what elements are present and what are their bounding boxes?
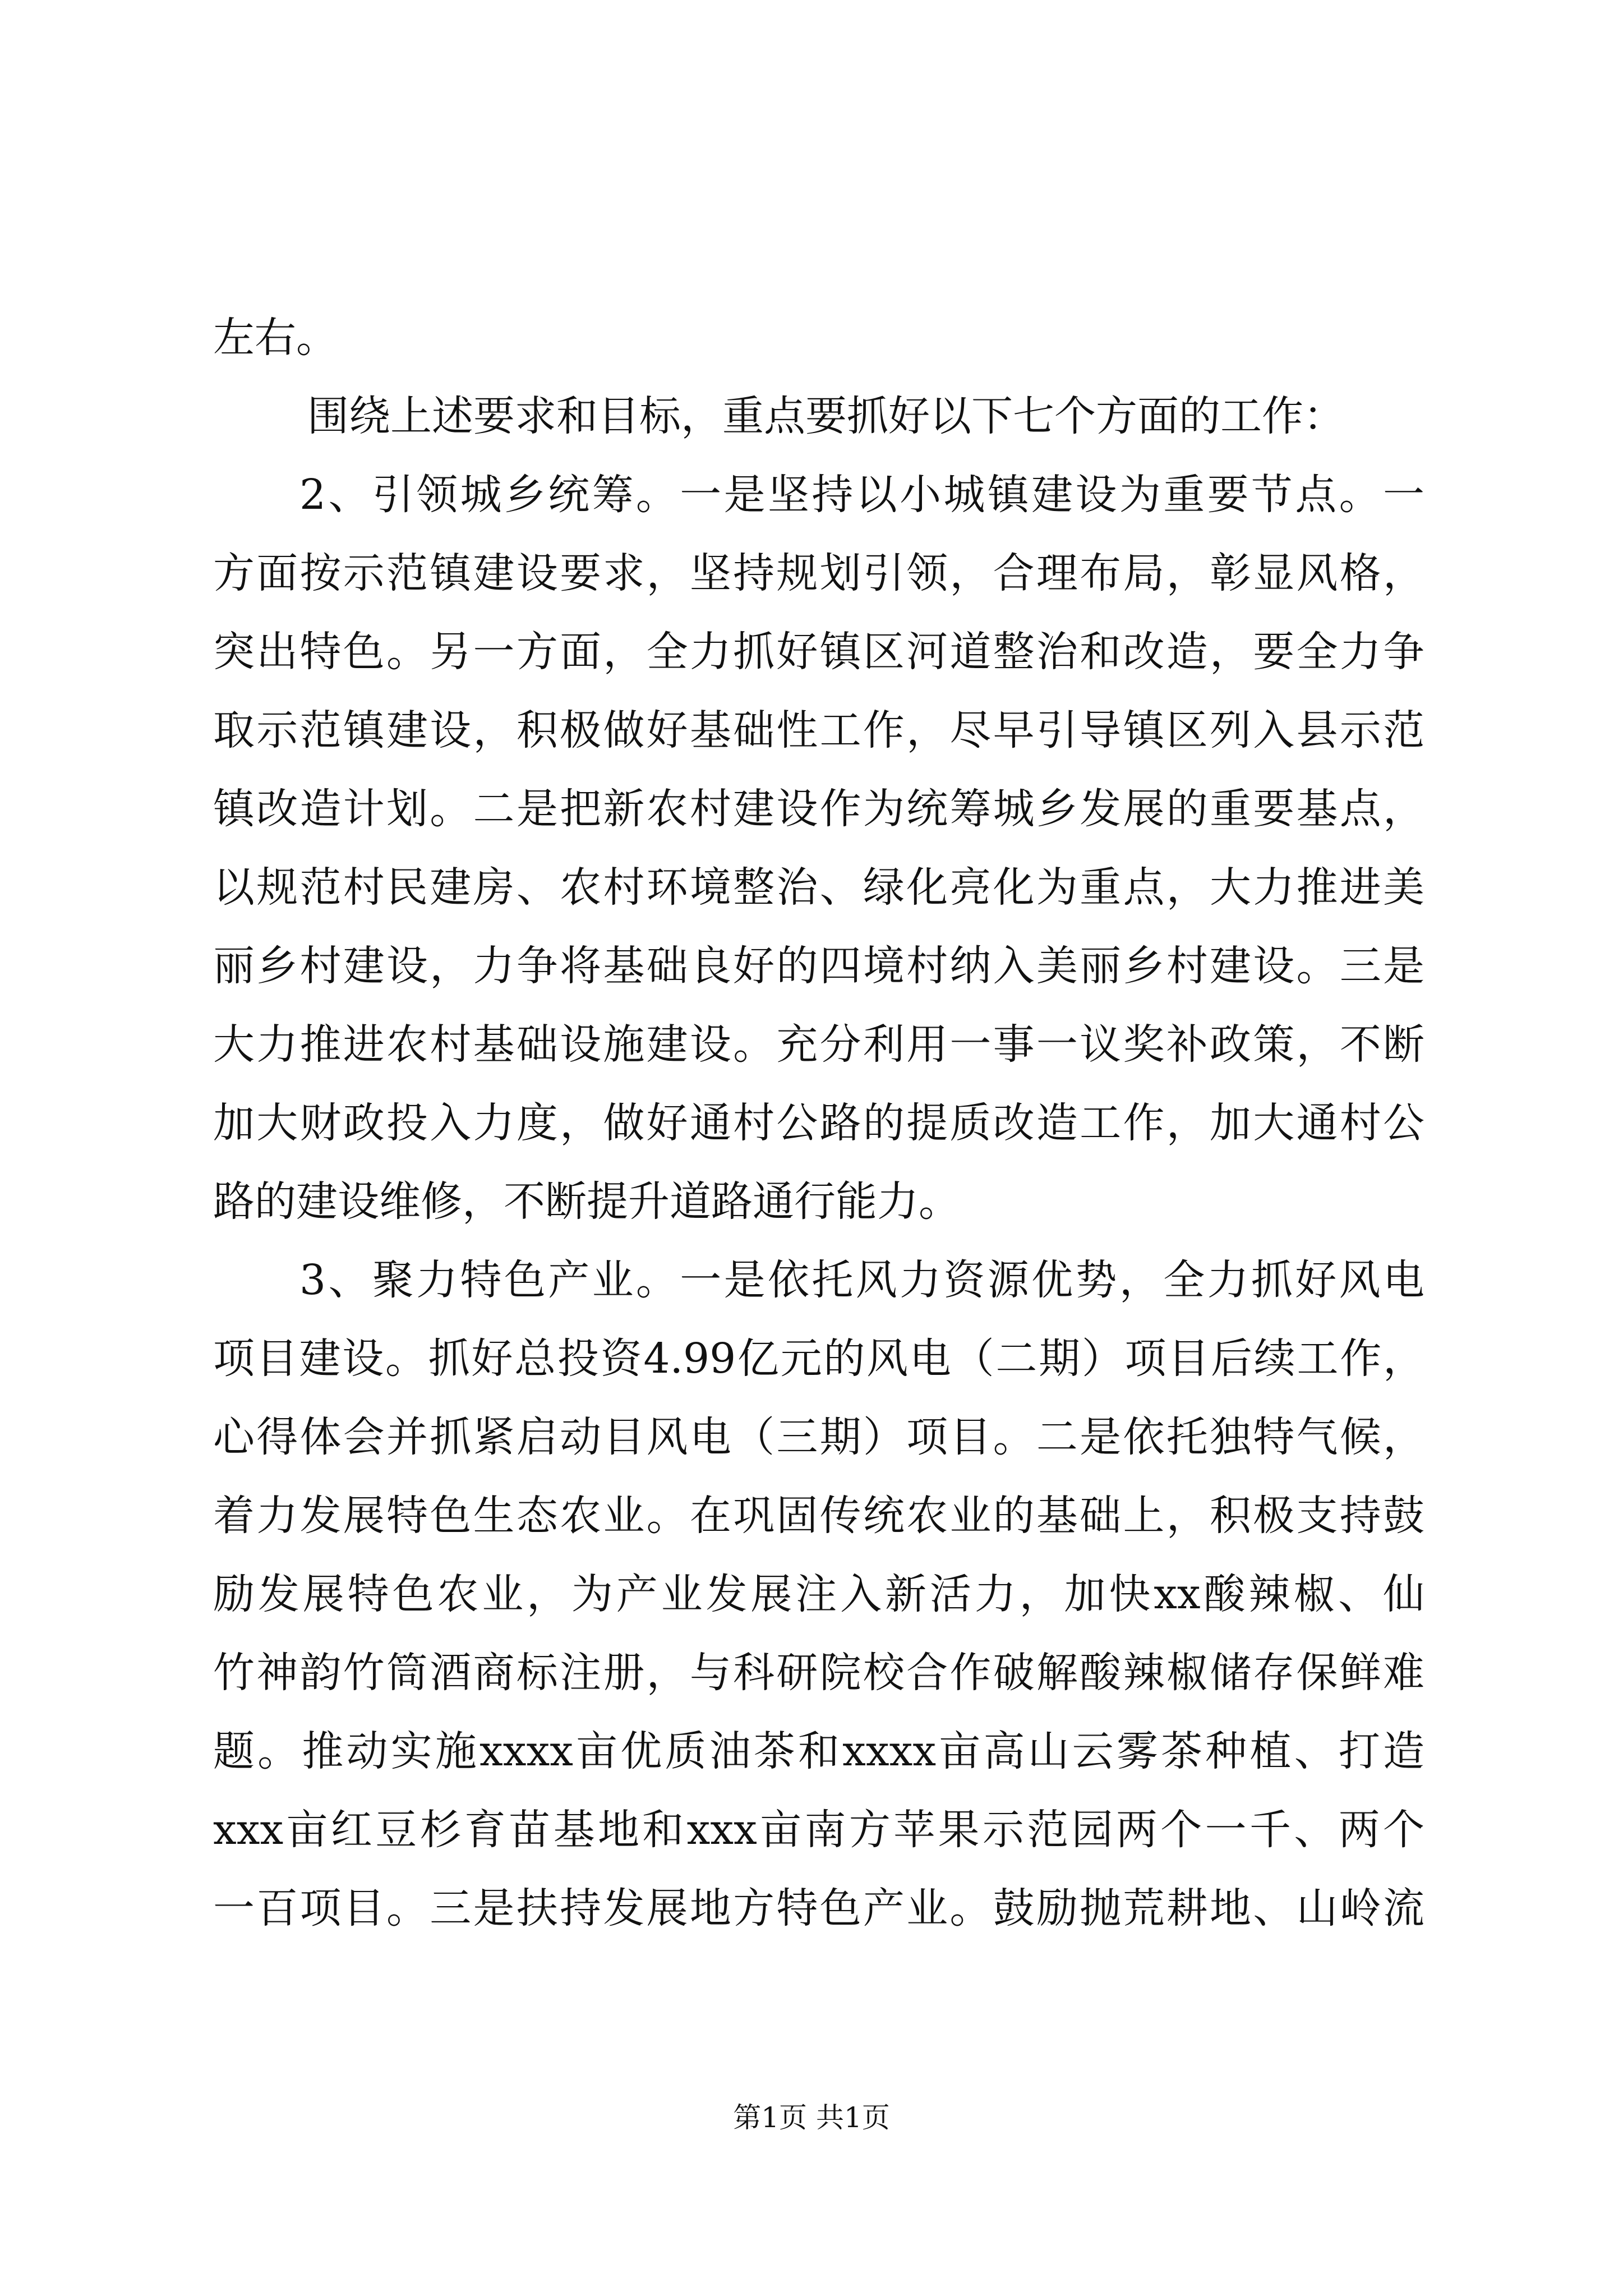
text-line-2: 围绕上述要求和目标，重点要抓好以下七个方面的工作： [307, 392, 1345, 440]
text-line-5: 突出特色。另一方面，全力抓好镇区河道整治和改造，要全力争 [213, 628, 1424, 676]
text-line-1: 左右。 [213, 314, 338, 362]
text-line-14: 项目建设。抓好总投资4.99亿元的风电（二期）项目后续工作， [213, 1335, 1424, 1383]
text-line-4: 方面按示范镇建设要求，坚持规划引领，合理布局，彰显风格， [213, 549, 1424, 597]
text-line-16: 着力发展特色生态农业。在巩固传统农业的基础上，积极支持鼓 [213, 1492, 1424, 1540]
page-footer: 第1页 共1页 [733, 2101, 890, 2134]
text-line-7: 镇改造计划。二是把新农村建设作为统筹城乡发展的重要基点， [213, 785, 1424, 833]
text-line-21: 一百项目。三是扶持发展地方特色产业。鼓励抛荒耕地、山岭流 [213, 1884, 1424, 1932]
text-line-17: 励发展特色农业，为产业发展注入新活力，加快xx酸辣椒、仙 [213, 1570, 1424, 1618]
text-line-11: 加大财政投入力度，做好通村公路的提质改造工作，加大通村公 [213, 1099, 1424, 1147]
text-line-13: 3、聚力特色产业。一是依托风力资源优势，全力抓好风电 [299, 1256, 1424, 1304]
text-line-6: 取示范镇建设，积极做好基础性工作，尽早引导镇区列入县示范 [213, 706, 1424, 754]
text-line-10: 大力推进农村基础设施建设。充分利用一事一议奖补政策，不断 [213, 1020, 1424, 1069]
text-line-15: 心得体会并抓紧启动目风电（三期）项目。二是依托独特气候， [213, 1413, 1424, 1461]
text-line-12: 路的建设维修，不断提升道路通行能力。 [213, 1177, 960, 1226]
text-line-9: 丽乡村建设，力争将基础良好的四境村纳入美丽乡村建设。三是 [213, 942, 1424, 990]
text-line-20: xxx亩红豆杉育苗基地和xxx亩南方苹果示范园两个一千、两个 [213, 1806, 1424, 1854]
text-line-18: 竹神韵竹筒酒商标注册，与科研院校合作破解酸辣椒储存保鲜难 [213, 1649, 1424, 1697]
text-line-8: 以规范村民建房、农村环境整治、绿化亮化为重点，大力推进美 [213, 863, 1424, 912]
text-line-19: 题。推动实施xxxx亩优质油茶和xxxx亩高山云雾茶种植、打造 [213, 1727, 1424, 1775]
text-line-3: 2、引领城乡统筹。一是坚持以小城镇建设为重要节点。一 [299, 471, 1424, 519]
